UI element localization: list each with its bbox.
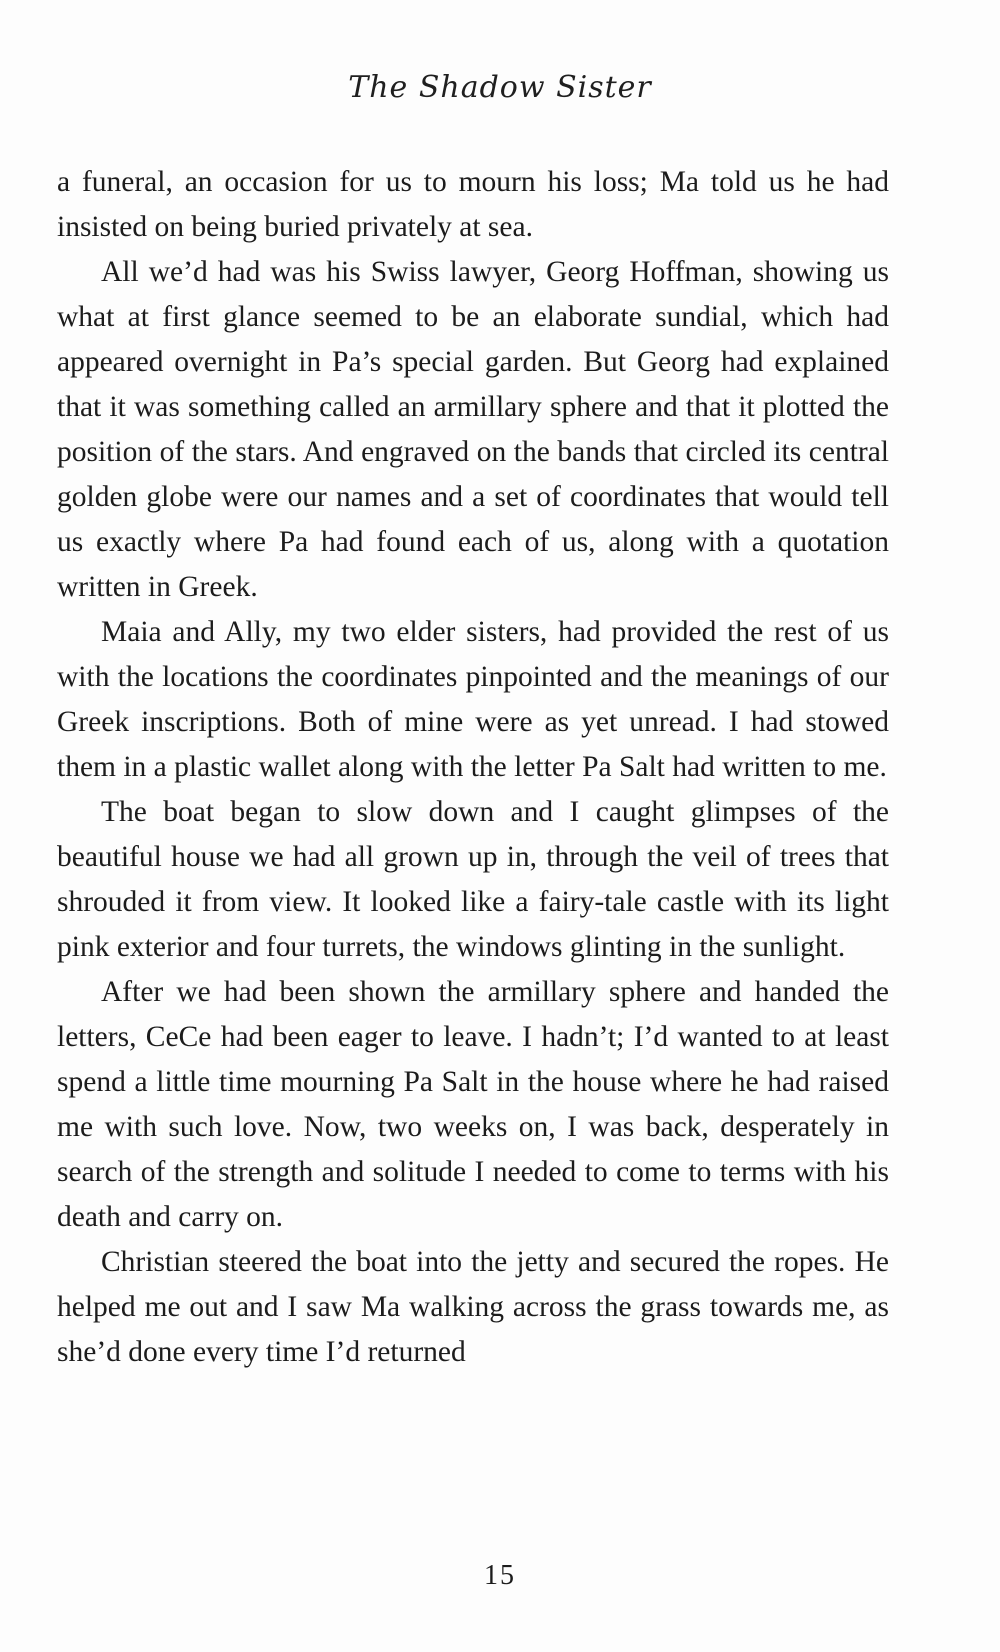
page-number: 15 [484,1560,516,1591]
paragraph-2: All we’d had was his Swiss lawyer, Georg Hoffman, showing us what at first glance seemed to be an elaborate sundial, which had appeared overnight in Pa’s special garden. But Georg had explained that it was something called an armillary sphere and that it plotted the position of the stars. And engraved on the bands that circled its central golden globe were our names and a set of coordinates that would tell us exactly where Pa had found each of us, along with a quotation written in Greek. [57,256,889,603]
paragraph-6: Christian steered the boat into the jetty and secured the ropes. He helped me out and I saw Ma walking across the grass towards me, as she’d done every time I’d returned [57,1246,889,1368]
paragraph-5: After we had been shown the armillary sphere and handed the letters, CeCe had been eager to leave. I hadn’t; I’d wanted to at least spend a little time mourning Pa Salt in the house where he had raised me with such love. Now, two weeks on, I was back, desperately in search of the strength and solitude I needed to come to terms with his death and carry on. [57,976,889,1233]
paragraph-1: a funeral, an occasion for us to mourn his loss; Ma told us he had insisted on being buried privately at sea. [57,166,889,243]
paragraph-4: The boat began to slow down and I caught glimpses of the beautiful house we had all grown up in, through the veil of trees that shrouded it from view. It looked like a fairy-tale castle with its light pink exterior and four turrets, the windows glinting in the sunlight. [57,796,889,963]
body-text [57,160,889,1375]
paragraph-3: Maia and Ally, my two elder sisters, had provided the rest of us with the locations the coordinates pinpointed and the meanings of our Greek inscriptions. Both of mine were as yet unread. I had stowed them in a plastic wallet along with the letter Pa Salt had written to me. [57,616,889,783]
running-head: The Shadow Sister [348,70,652,105]
